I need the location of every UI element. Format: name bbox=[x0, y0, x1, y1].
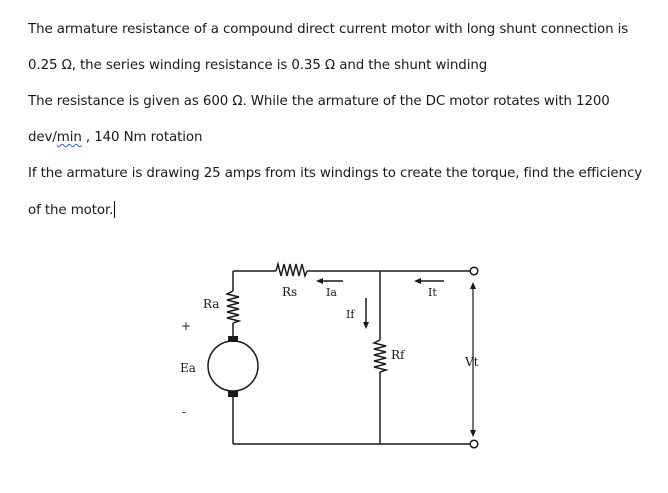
label-ia: Ia bbox=[326, 286, 337, 299]
ia-arrowhead bbox=[316, 278, 323, 284]
text-line-5: If the armature is drawing 25 amps from its windings to create the torque, find the efficiency bbox=[28, 166, 643, 181]
label-rf: Rf bbox=[391, 348, 405, 362]
series-resistor-rs bbox=[276, 264, 307, 276]
label-rs: Rs bbox=[282, 285, 298, 299]
label-minus: - bbox=[182, 405, 187, 419]
label-ra: Ra bbox=[203, 297, 220, 311]
brush-top bbox=[228, 336, 238, 342]
vt-arrowhead-top bbox=[470, 282, 476, 289]
label-it: It bbox=[428, 286, 437, 299]
terminal-bottom bbox=[470, 440, 478, 448]
text-line-2: 0.25 Ω, the series winding resistance is 0.35 Ω and the shunt winding bbox=[28, 58, 488, 73]
label-vt: Vt bbox=[465, 355, 479, 369]
label-ea: Ea bbox=[180, 361, 196, 375]
it-arrowhead bbox=[414, 278, 421, 284]
label-plus: + bbox=[181, 319, 192, 333]
armature-machine bbox=[208, 341, 258, 391]
text-line-4-post: , 140 Nm rotation bbox=[81, 130, 203, 145]
brush-bottom bbox=[228, 391, 238, 397]
spellcheck-word[interactable]: min bbox=[56, 130, 82, 145]
shunt-resistor-rf bbox=[374, 340, 386, 372]
text-line-4-pre: dev/ bbox=[28, 130, 57, 145]
if-arrowhead bbox=[363, 322, 369, 329]
text-line-6-content: of the motor. bbox=[28, 203, 114, 218]
vt-arrowhead-bottom bbox=[470, 430, 476, 437]
label-if: If bbox=[346, 308, 355, 321]
armature-resistor-ra bbox=[227, 291, 239, 323]
terminal-top bbox=[470, 267, 478, 275]
text-line-3: The resistance is given as 600 Ω. While the armature of the DC motor rotates with 1200 bbox=[28, 94, 610, 109]
text-line-1: The armature resistance of a compound direct current motor with long shunt connection is bbox=[28, 22, 629, 37]
